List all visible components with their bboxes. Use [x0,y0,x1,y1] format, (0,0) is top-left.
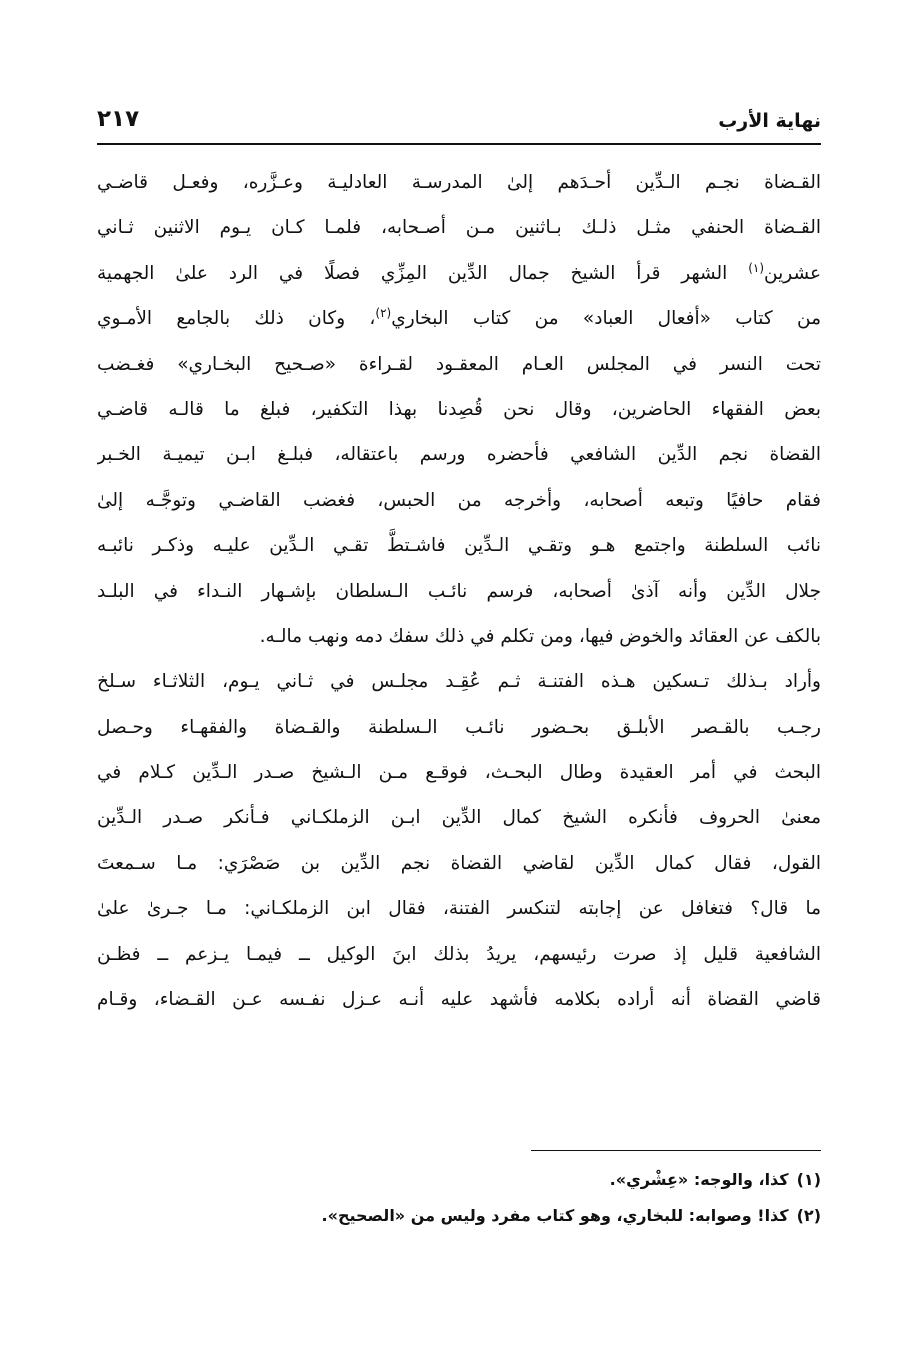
text-fragment: ، وكان ذلك بالجامع الأمـوي [97,308,376,330]
text-line [97,251,821,296]
footnote-item [97,1162,821,1198]
footnotes [97,1162,821,1234]
text-line: ما قال؟ فتغافل عن إجابته لتنكسر الفتنة، فقال ابن الزملكـاني: مـا جـرىٰ علىٰ [97,898,821,920]
text-line: القـضاة نجـم الـدِّين أحـدَهم إلىٰ المدرسـة العادليـة وعـزَّره، وفعـل قاضـي [97,172,821,193]
header-rule [97,143,821,145]
footnote-reference: (٢) [375,306,392,321]
text-line: الشافعية قليل إذ صرت رئيسهم، يريدُ بذلك ابنَ الوكيل ــ فيمـا يـزعم ــ فظـن [97,943,821,965]
page-number: ٢١٧ [97,106,140,132]
text-line: تحت النسر في المجلس العـام المعقـود لقـراءة «صـحيح البخـاري» فغـضب [97,353,821,375]
footnote-number: (١) [796,1170,821,1189]
text-line: بالكف عن العقائد والخوض فيها، ومن تكلم في ذلك سفك دمه ونهب مالـه. [259,625,821,647]
text-fragment: الشهر قرأ الشيخ جمال الدِّين المِزِّي فصلًا في الرد علىٰ الجهمية [97,262,728,284]
text-line: وأراد بـذلك تـسكين هـذه الفتنـة ثـم عُقِـد مجلـس في ثـاني يـوم، الثلاثـاء سـلخ [97,671,821,693]
footnote-text: كذا، والوجه: «عِشْري». [609,1170,789,1189]
book-page [97,96,821,1296]
running-title: نهاية الأرب [718,110,821,132]
text-line: البحث في أمر العقيدة وطال البحـث، فوقـع مـن الـشيخ صـدر الـدِّين كـلام في [97,762,821,784]
page-header [97,96,821,146]
text-fragment: عشرين [764,262,821,284]
text-line: القول، فقال كمال الدِّين لقاضي القضاة نجم الدِّين بن صَصْرَي: مـا سـمعتَ [97,852,821,874]
text-line: جلال الدِّين وأنه آذىٰ أصحابه، فرسم نائـب الـسلطان بإشـهار النـداء في البلـد [97,580,821,602]
text-line: قاضي القضاة أنه أراده بكلامه فأشهد عليه أنـه عـزل نفـسه عـن القـضاء، وقـام [97,989,821,1011]
text-line: القضاة نجم الدِّين الشافعي فأحضره ورسم باعتقاله، فبلـغ ابـن تيميـة الخـبر [97,444,821,466]
footnote-reference: (١) [748,260,765,275]
footnote-separator [531,1150,821,1151]
text-line: بعض الفقهاء الحاضرين، وقال نحن قُصِدنا بهذا التكفير، فبلغ ما قالـه قاضـي [97,398,821,420]
text-line: رجـب بالقـصر الأبلـق بحـضور نائـب الـسلطنة والقـضاة والفقهـاء وحـصل [97,716,821,738]
text-line: فقام حافيًا وتبعه أصحابه، وأخرجه من الحبس، فغضب القاضـي وتوجَّـه إلىٰ [97,489,821,511]
main-text [97,160,821,1022]
text-fragment: من كتاب «أفعال العباد» من كتاب البخاري [391,308,821,330]
text-line: القـضاة الحنفي مثـل ذلـك بـاثنين مـن أصـحابه، فلمـا كـان يـوم الاثنين ثـاني [97,217,821,239]
text-line: معنىٰ الحروف فأنكره الشيخ كمال الدِّين ابـن الزملكـاني فـأنكر صـدر الـدِّين [97,807,821,829]
footnote-number: (٢) [796,1206,821,1225]
footnote-item [97,1198,821,1234]
footnote-text: كذا! وصوابه: للبخاري، وهو كتاب مفرد وليس من «الصحيح». [321,1206,789,1225]
text-line: نائب السلطنة واجتمع هـو وتقـي الـدِّين فاشـتطَّ تقـي الـدِّين عليـه وذكـر نائبـه [97,535,821,557]
text-line [97,296,821,341]
